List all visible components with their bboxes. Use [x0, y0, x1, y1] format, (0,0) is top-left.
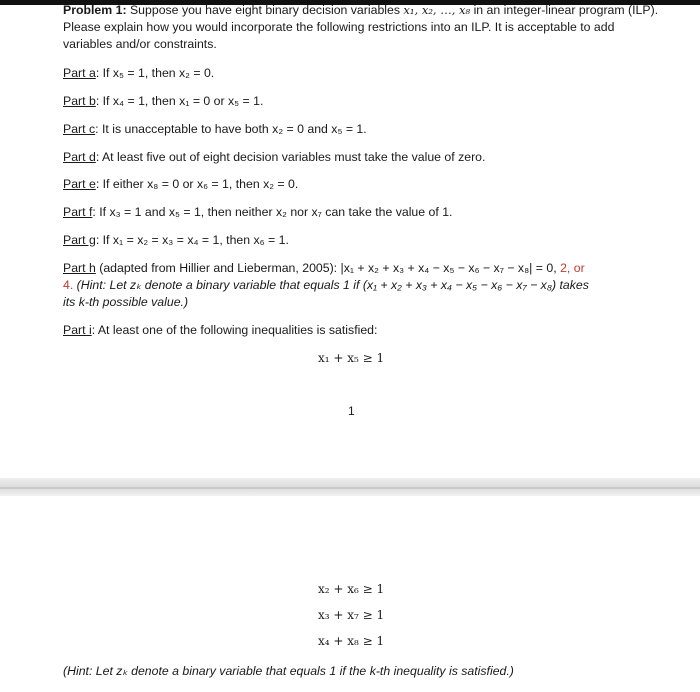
part-b	[63, 94, 263, 108]
intro-post: in an integer-linear program (ILP). Please explain how you would incorporate the following restrictions into an ILP. It is acceptable to add variables and/or constraints.	[63, 3, 659, 51]
part-i	[63, 323, 377, 337]
part-d-label: Part d	[63, 150, 96, 164]
part-e	[63, 177, 298, 191]
intro-vars: x₁, x₂, …, x₈	[403, 3, 471, 17]
part-c-label: Part c	[63, 122, 96, 136]
part-c-text: : It is unacceptable to have both x₂ = 0 and x₅ = 1.	[95, 122, 367, 136]
part-i-text: : At least one of the following inequalities is satisfied:	[91, 323, 378, 337]
part-i-hint: (Hint: Let zₖ denote a binary variable that equals 1 if the k-th inequality is satisfied.)	[63, 664, 514, 678]
page-break-line	[0, 487, 700, 489]
part-h-label: Part h	[63, 261, 96, 275]
part-a-text: : If x₅ = 1, then x₂ = 0.	[95, 66, 215, 80]
part-e-label: Part e	[63, 177, 96, 191]
problem-intro	[63, 2, 663, 53]
inequality-4: x₄ + x₈ ≥ 1	[318, 634, 385, 648]
part-d-text: : At least five out of eight decision variables must take the value of zero.	[95, 150, 486, 164]
part-i-label: Part i	[63, 323, 92, 337]
part-b-label: Part b	[63, 94, 96, 108]
part-g-label: Part g	[63, 233, 96, 247]
part-g-text: : If x₁ = x₂ = x₃ = x₄ = 1, then x₆ = 1.	[95, 233, 289, 247]
part-b-text: : If x₄ = 1, then x₁ = 0 or x₅ = 1.	[95, 94, 264, 108]
part-a	[63, 66, 214, 80]
part-h-hint: (Hint: Let zₖ denote a binary variable that equals 1 if (x₁ + x₂ + x₃ + x₄ − x₅ − x₆ − x₇ − x₈) takes	[73, 278, 589, 292]
part-a-label: Part a	[63, 66, 96, 80]
part-f-text: : If x₃ = 1 and x₅ = 1, then neither x₂ nor x₇ can take the value of 1.	[92, 205, 453, 219]
part-h-line1	[63, 261, 585, 275]
part-f-label: Part f	[63, 205, 93, 219]
part-h-red1: 2, or	[560, 261, 585, 275]
problem-label: Problem 1:	[63, 3, 127, 17]
part-d	[63, 150, 485, 164]
part-e-text: : If either x₈ = 0 or x₆ = 1, then x₂ = 0.	[95, 177, 299, 191]
inequality-2: x₂ + x₆ ≥ 1	[318, 582, 385, 596]
inequality-1: x₁ + x₅ ≥ 1	[318, 351, 385, 365]
part-f	[63, 205, 452, 219]
part-g	[63, 233, 289, 247]
part-h-red2: 4.	[63, 278, 74, 292]
inequality-3: x₃ + x₇ ≥ 1	[318, 608, 385, 622]
part-c	[63, 122, 367, 136]
page-number: 1	[348, 404, 355, 418]
part-h-line3: its k-th possible value.)	[63, 295, 189, 309]
part-h-text: (adapted from Hillier and Lieberman, 2005): |x₁ + x₂ + x₃ + x₄ − x₅ − x₆ − x₇ − x₈| = 0,	[95, 261, 561, 275]
part-h-line2	[63, 278, 589, 292]
intro-pre: Suppose you have eight binary decision variables	[126, 3, 404, 17]
